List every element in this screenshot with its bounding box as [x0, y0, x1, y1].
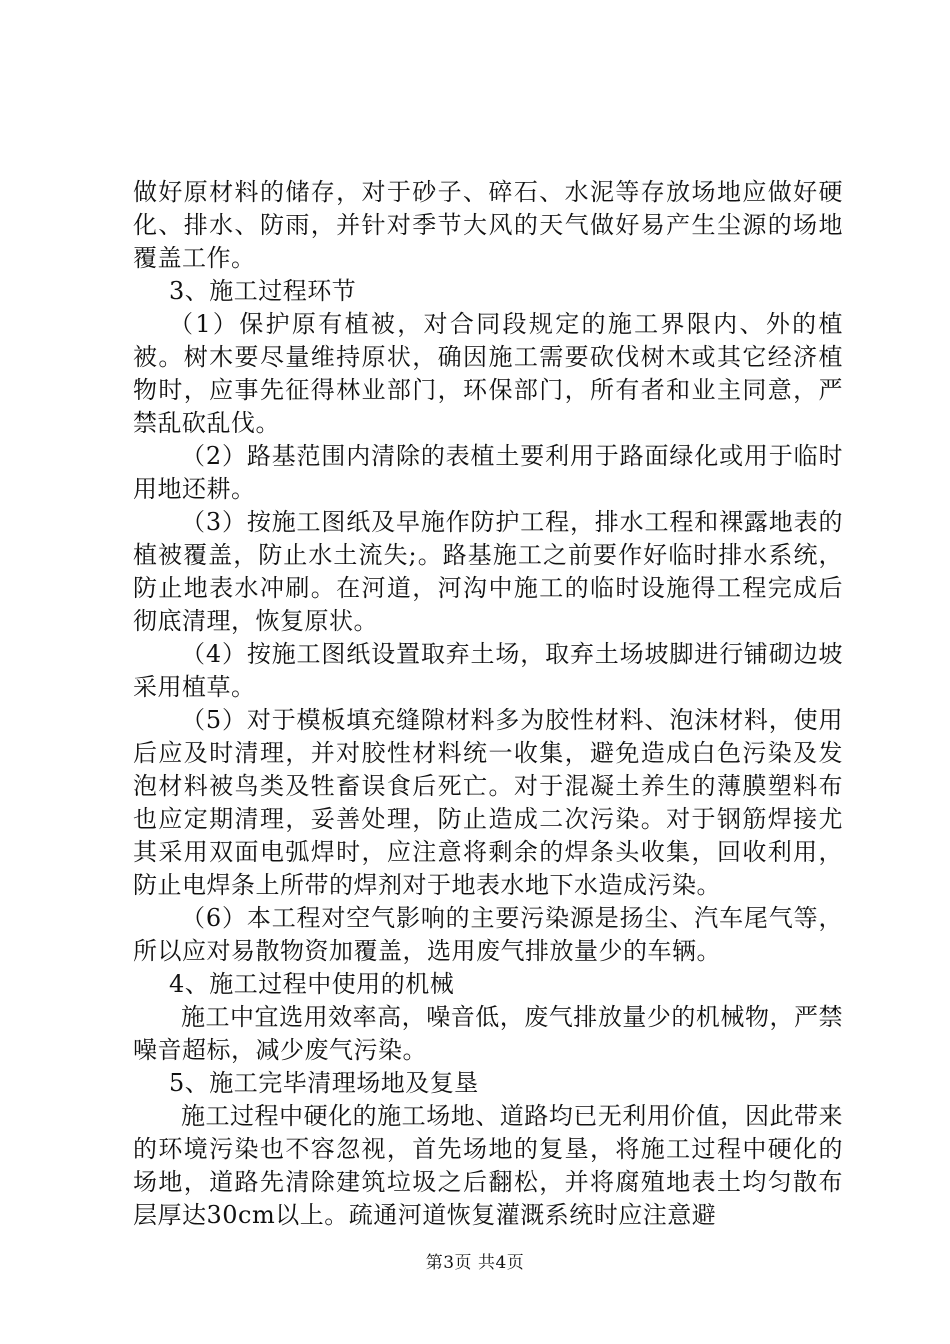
- heading-site-cleanup: 5、施工完毕清理场地及复垦: [169, 1069, 479, 1097]
- heading-machinery: 4、施工过程中使用的机械: [169, 970, 455, 998]
- paragraph-item-4: （4）按施工图纸设置取弃土场，取弃土场坡脚进行铺砌边坡采用植草。: [133, 640, 843, 701]
- paragraph-item-3: （3）按施工图纸及早施作防护工程，排水工程和裸露地表的植被覆盖，防止水土流失;。路基施工之前要作好临时排水系统，防止地表水冲刷。在河道，河沟中施工的临时设施得工程完成后彻底清理，恢复原状。: [133, 508, 843, 635]
- heading-construction-process: 3、施工过程环节: [169, 277, 357, 305]
- document-body: [133, 176, 843, 1232]
- paragraph-item-2: （2）路基范围内清除的表植土要利用于路面绿化或用于临时用地还耕。: [133, 442, 843, 503]
- paragraph-site-cleanup: 施工过程中硬化的施工场地、道路均已无利用价值，因此带来的环境污染也不容忽视，首先场地的复垦，将施工过程中硬化的场地，道路先清除建筑垃圾之后翻松，并将腐殖地表土均匀散布层厚达30cm以上。疏通河道恢复灌溉系统时应注意避: [133, 1102, 843, 1229]
- paragraph-item-6: （6）本工程对空气影响的主要污染源是扬尘、汽车尾气等，所以应对易散物资加覆盖，选用废气排放量少的车辆。: [133, 904, 843, 965]
- paragraph-machinery: 施工中宜选用效率高，噪音低，废气排放量少的机械物，严禁噪音超标，减少废气污染。: [133, 1003, 843, 1064]
- page-footer: 第3页 共4页: [425, 1253, 525, 1273]
- paragraph-storage: 做好原材料的储存，对于砂子、碎石、水泥等存放场地应做好硬化、排水、防雨，并针对季节大风的天气做好易产生尘源的场地覆盖工作。: [133, 178, 843, 272]
- paragraph-item-5: （5）对于模板填充缝隙材料多为胶性材料、泡沫材料，使用后应及时清理，并对胶性材料统一收集，避免造成白色污染及发泡材料被鸟类及牲畜误食后死亡。对于混凝土养生的薄膜塑料布也应定期清理，妥善处理，防止造成二次污染。对于钢筋焊接尤其采用双面电弧焊时，应注意将剩余的焊条头收集，回收利用，防止电焊条上所带的焊剂对于地表水地下水造成污染。: [133, 706, 843, 899]
- paragraph-item-1: （1）保护原有植被，对合同段规定的施工界限内、外的植被。树木要尽量维持原状，确因施工需要砍伐树木或其它经济植物时，应事先征得林业部门，环保部门，所有者和业主同意，严禁乱砍乱伐。: [133, 310, 843, 437]
